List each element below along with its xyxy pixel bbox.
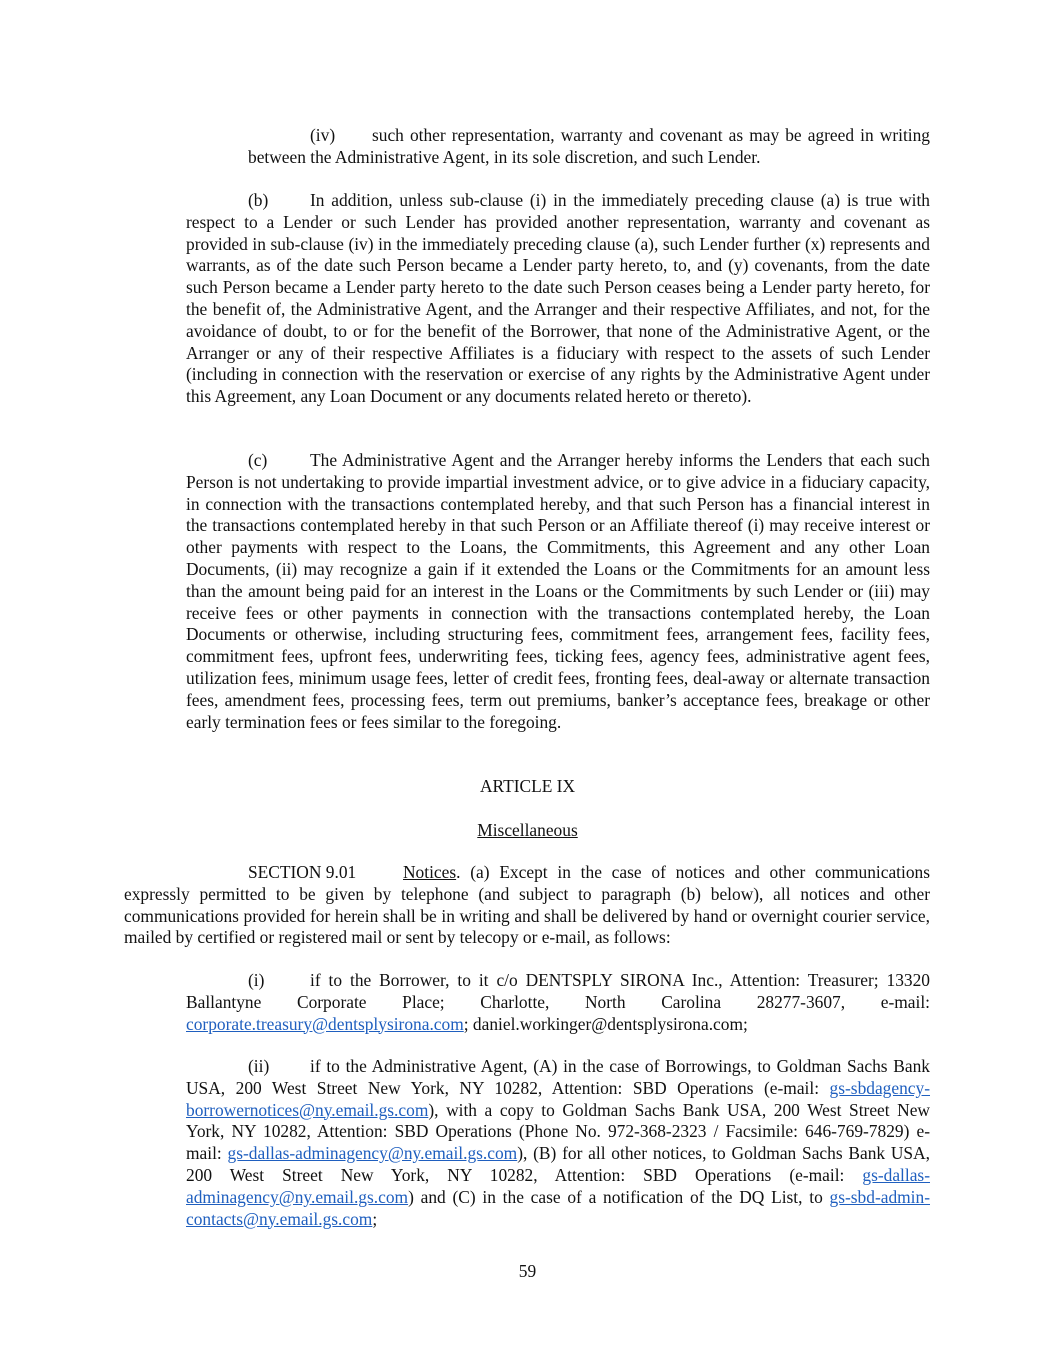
paragraph-c-label: (c) — [248, 450, 268, 470]
paragraph-b-text: In addition, unless sub-clause (i) in the immediately preceding clause (a) is true with respect to a Lender or such Lender has provided another representation, warranty and covenant as provided in sub-clause (iv) in the immediately preceding clause (a), such Lender further (x) represents and warrants, as of the date such Person became a Lender party hereto, to, and (y) covenants, from the date such Person became a Lender party hereto to the date such Person ceases being a Lender party hereto, for the benefit of, the Administrative Agent, and the Arranger and their respective Affiliates, and not, for the avoidance of doubt, to or for the benefit of the Borrower, that none of the Administrative Agent, or the Arranger or any of their respective Affiliates is a fiduciary with respect to the assets of such Lender (including in connection with the reservation or exercise of any rights by the Administrative Agent under this Agreement, any Loan Document or any documents related hereto or thereto). — [186, 190, 930, 407]
notice-ii-text-2: ), with a copy to Goldman Sachs Bank USA, 200 West Street New York, NY 10282, Attention: SBD Operations (Phone No. 972-368-2323 / Facsimile: 646-769-7829) e-mail: — [186, 1099, 930, 1164]
notice-ii-text-3: ), (B) for all other notices, to Goldman Sachs Bank USA, 200 West Street New York, NY 10282, Attention: SBD Operations (e-mail: — [186, 1143, 931, 1185]
notice-ii-text-1: if to the Administrative Agent, (A) in the case of Borrowings, to Goldman Sachs Bank USA, 200 West Street New York, NY 10282, Attention: SBD Operations (e-mail: — [186, 1056, 930, 1098]
section-heading: Notices — [403, 862, 457, 882]
article-title: Miscellaneous — [477, 820, 578, 840]
notice-i-text: if to the Borrower, to it c/o DENTSPLY SIRONA Inc., Attention: Treasurer; 13320 Ballantyne Corporate Place; Charlotte, North Carolina 28277-3607, e-mail: — [186, 970, 930, 1012]
borrower-email-link[interactable]: corporate.treasury@dentsplysirona.com — [186, 1013, 464, 1034]
paragraph-iv-text: such other representation, warranty and covenant as may be agreed in writing between the Administrative Agent, in its sole discretion, and such Lender. — [248, 125, 930, 167]
paragraph-b — [186, 190, 930, 408]
notice-borrower — [186, 970, 930, 1035]
paragraph-iv-label: (iv) — [310, 125, 336, 145]
notice-ii-text-5: ; — [372, 1208, 378, 1229]
admin-contacts-email-link[interactable]: gs-sbd-admin-contacts@ny.email.gs.com — [186, 1186, 930, 1229]
section-number: SECTION 9.01 — [248, 862, 357, 882]
paragraph-iv — [248, 125, 930, 169]
notice-administrative-agent — [186, 1056, 930, 1230]
paragraph-c-text: The Administrative Agent and the Arranger hereby informs the Lenders that each such Person is not undertaking to provide impartial investment advice, or to give advice in a fiduciary capacity, in connection with the transactions contemplated hereby, and that such Person has a financial interest in the transactions contemplated hereby in that such Person or an Affiliate thereof (i) may receive interest or other payments with respect to the Loans, the Commitments, this Agreement and any other Loan Documents, (ii) may recognize a gain if it extended the Loans or the Commitments for an amount less than the amount being paid for an interest in the Loans or the Commitments by such Lender or (iii) may receive fees or other payments in connection with the transactions contemplated hereby, the Loan Documents or otherwise, including structuring fees, commitment fees, arrangement fees, facility fees, commitment fees, upfront fees, underwriting fees, ticking fees, agency fees, administrative agent fees, utilization fees, minimum usage fees, letter of credit fees, fronting fees, deal-away or alternate transaction fees, amendment fees, processing fees, term out premiums, banker’s acceptance fees, breakage or other early termination fees or fees similar to the foregoing. — [186, 450, 930, 732]
notice-ii-text-4: ) and (C) in the case of a notification of the DQ List, to — [408, 1186, 830, 1207]
paragraph-b-label: (b) — [248, 190, 269, 210]
section-text: . (a) Except in the case of notices and other communications expressly permitted to be given by telephone (and subject to paragraph (b) below), all notices and other communications provided for herein shall be in writing and shall be delivered by hand or overnight courier service, mailed by certified or registered mail or sent by telecopy or e-mail, as follows: — [124, 862, 930, 948]
adminagency-email-link[interactable]: gs-dallas-adminagency@ny.email.gs.com — [227, 1143, 518, 1164]
notice-ii-label: (ii) — [248, 1056, 270, 1076]
page-number: 59 — [518, 1261, 537, 1281]
adminagency-email-link-2[interactable]: gs-dallas-adminagency@ny.email.gs.com — [186, 1164, 930, 1207]
article-number: ARTICLE IX — [479, 776, 576, 796]
borrower-notices-email-link[interactable]: gs-sbdagency-borrowernotices@ny.email.gs.com — [186, 1077, 930, 1120]
paragraph-c — [186, 450, 930, 733]
section-9-01 — [124, 862, 930, 949]
notice-i-label: (i) — [248, 970, 265, 990]
notice-i-text-after: ; daniel.workinger@dentsplysirona.com; — [463, 1013, 748, 1034]
